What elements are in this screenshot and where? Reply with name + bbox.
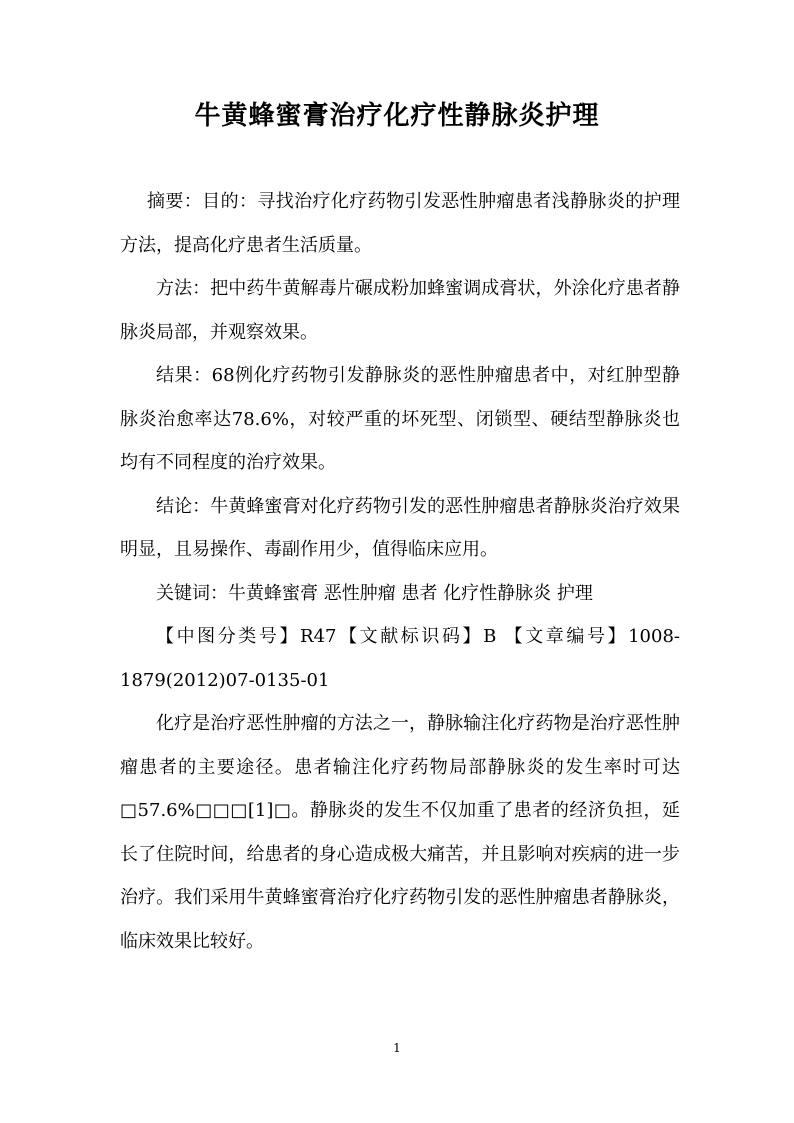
classification-paragraph: 【中图分类号】R47【文献标识码】B 【文章编号】1008-1879(2012)07-0135-01 — [120, 626, 680, 691]
abstract-conclusion-paragraph: 结论：牛黄蜂蜜膏对化疗药物引发的恶性肿瘤患者静脉炎治疗效果明显，且易操作、毒副作用少，值得临床应用。 — [120, 495, 680, 560]
document-body — [120, 180, 680, 963]
abstract-method-paragraph: 方法：把中药牛黄解毒片碾成粉加蜂蜜调成膏状，外涂化疗患者静脉炎局部，并观察效果。 — [120, 278, 680, 343]
abstract-result-paragraph: 结果：68例化疗药物引发静脉炎的恶性肿瘤患者中，对红肿型静脉炎治愈率达78.6%，对较严重的坏死型、闭锁型、硬结型静脉炎也均有不同程度的治疗效果。 — [120, 365, 680, 473]
document-title: 牛黄蜂蜜膏治疗化疗性静脉炎护理 — [194, 101, 600, 131]
page-number: 1 — [393, 1041, 401, 1055]
abstract-objective-paragraph: 摘要：目的：寻找治疗化疗药物引发恶性肿瘤患者浅静脉炎的护理方法，提高化疗患者生活质量。 — [120, 191, 680, 256]
keywords-paragraph: 关键词：牛黄蜂蜜膏 恶性肿瘤 患者 化疗性静脉炎 护理 — [156, 582, 593, 604]
introduction-paragraph: 化疗是治疗恶性肿瘤的方法之一，静脉输注化疗药物是治疗恶性肿瘤患者的主要途径。患者输注化疗药物局部静脉炎的发生率时可达□57.6%□□□[1]□。静脉炎的发生不仅加重了患者的经济负担，延长了住院时间，给患者的身心造成极大痛苦，并且影响对疾病的进一步治疗。我们采用牛黄蜂蜜膏治疗化疗药物引发的恶性肿瘤患者静脉炎，临床效果比较好。 — [120, 713, 680, 952]
